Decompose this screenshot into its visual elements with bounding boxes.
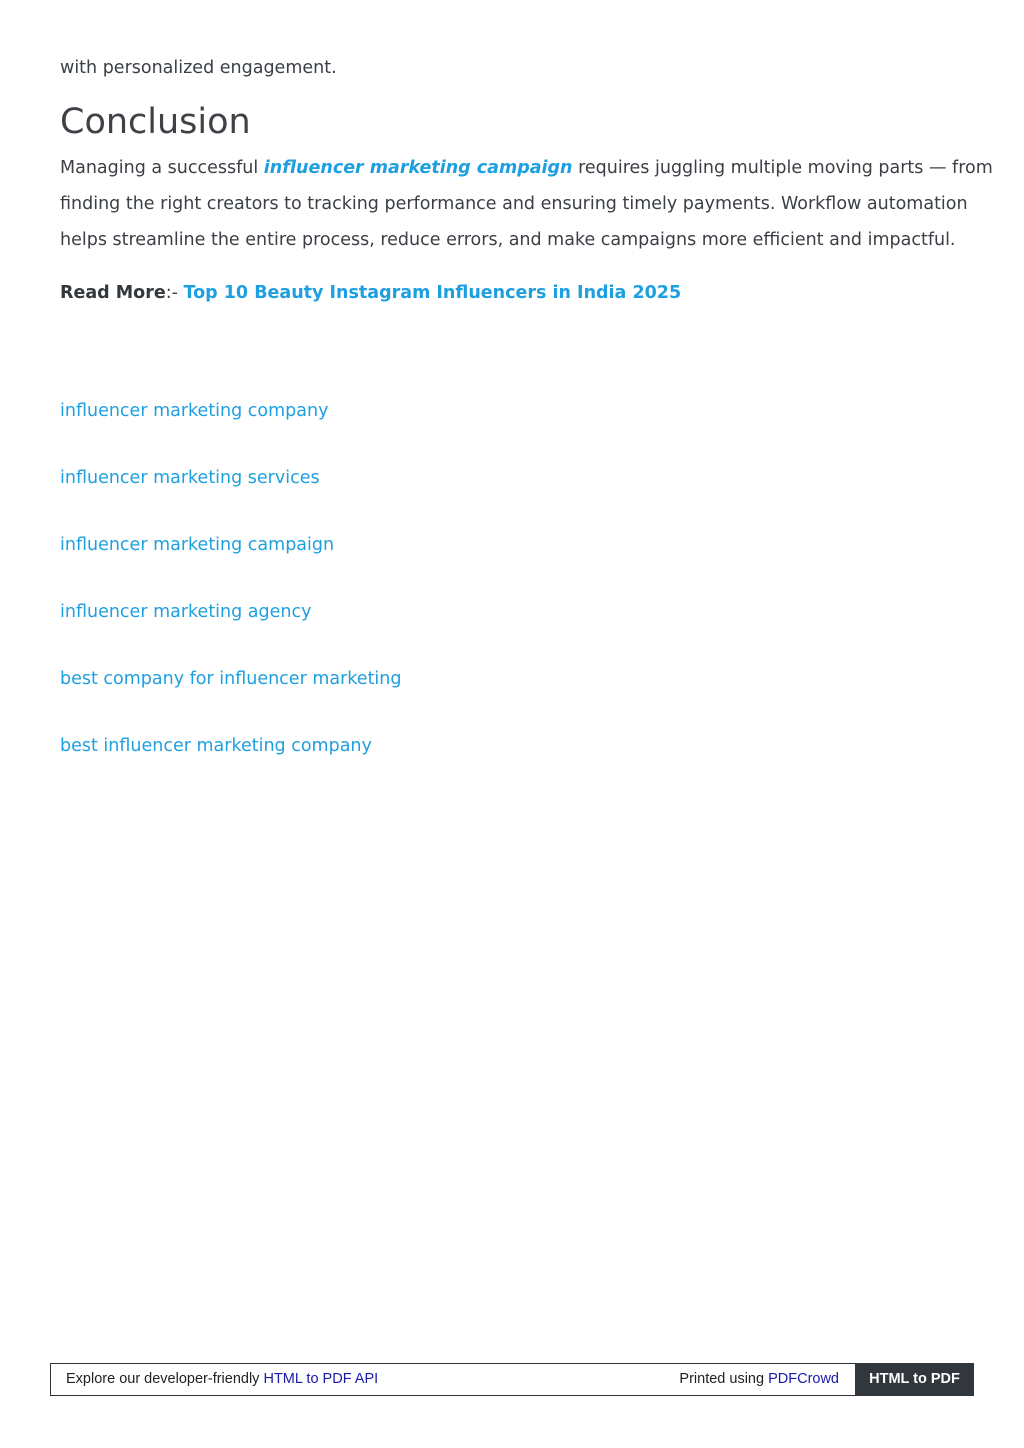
tag-link[interactable]: influencer marketing agency bbox=[60, 602, 312, 622]
footer-right-text: Printed using bbox=[679, 1371, 769, 1387]
conclusion-paragraph bbox=[60, 150, 993, 258]
read-more-separator: :- bbox=[165, 283, 184, 303]
pdfcrowd-link[interactable]: PDFCrowd bbox=[768, 1371, 839, 1387]
tag-link[interactable]: influencer marketing campaign bbox=[60, 535, 335, 555]
read-more-link[interactable]: Top 10 Beauty Instagram Influencers in India 2025 bbox=[183, 283, 682, 303]
footer-right bbox=[679, 1364, 839, 1395]
campaign-link[interactable]: influencer marketing campaign bbox=[263, 158, 573, 178]
tag-link[interactable]: influencer marketing services bbox=[60, 468, 320, 488]
paragraph-text: requires juggling multiple moving parts — from bbox=[572, 158, 993, 178]
html-to-pdf-badge[interactable]: HTML to PDF bbox=[855, 1363, 974, 1396]
intro-fragment: with personalized engagement. bbox=[60, 58, 337, 78]
pdf-footer-bar bbox=[50, 1363, 974, 1396]
read-more-label: Read More bbox=[60, 283, 166, 303]
footer-left bbox=[66, 1364, 378, 1395]
paragraph-text: Managing a successful bbox=[60, 158, 264, 178]
footer-left-text: Explore our developer-friendly bbox=[66, 1371, 264, 1387]
tag-link[interactable]: influencer marketing company bbox=[60, 401, 329, 421]
read-more bbox=[60, 280, 681, 306]
tag-link[interactable]: best company for influencer marketing bbox=[60, 669, 402, 689]
paragraph-line-3: helps streamline the entire process, reduce errors, and make campaigns more efficient and impactful. bbox=[60, 230, 956, 250]
section-heading: Conclusion bbox=[60, 102, 251, 142]
html-to-pdf-api-link[interactable]: HTML to PDF API bbox=[263, 1371, 379, 1387]
paragraph-line-2: finding the right creators to tracking performance and ensuring timely payments. Workflow automation bbox=[60, 194, 968, 214]
tag-link[interactable]: best influencer marketing company bbox=[60, 736, 372, 756]
paragraph-line-1 bbox=[60, 150, 993, 186]
